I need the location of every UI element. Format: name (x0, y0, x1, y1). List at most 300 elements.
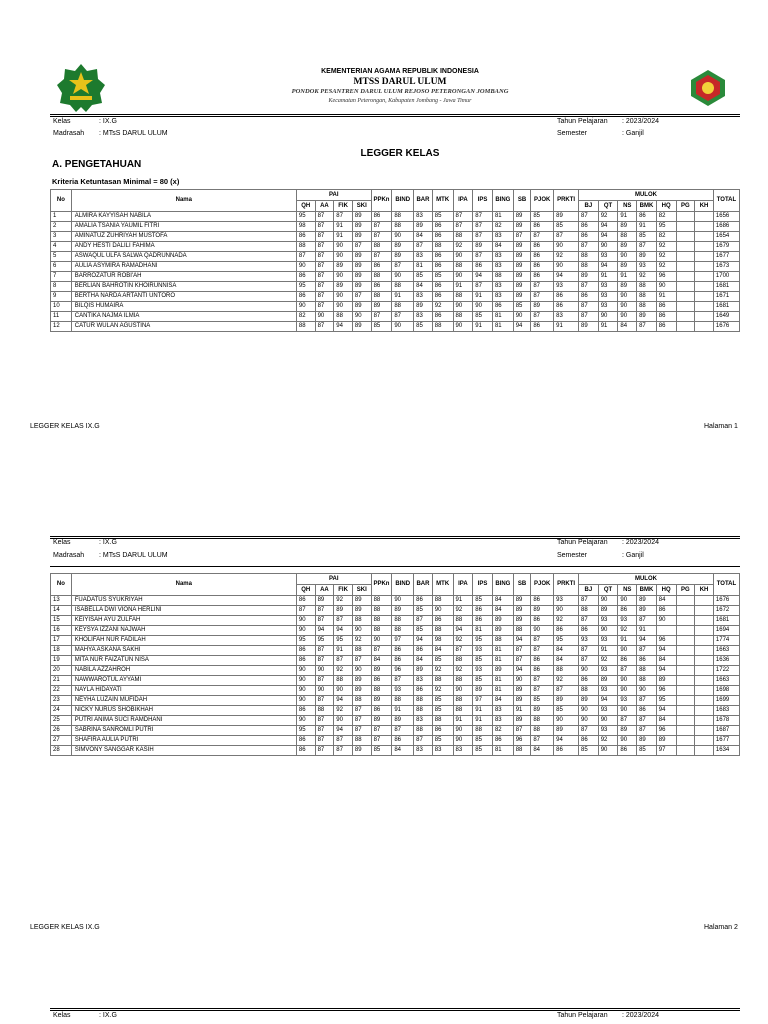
col-header-mulok: MULOK (579, 574, 714, 585)
score-cell: 88 (453, 696, 473, 706)
score-cell: 89 (618, 242, 637, 252)
score-cell: 86 (579, 222, 599, 232)
score-cell: 85 (531, 696, 554, 706)
score-cell (676, 706, 695, 716)
col-header-qh: QH (296, 585, 315, 596)
tahun-label-p2: Tahun Pelajaran (557, 539, 608, 546)
row-number: 21 (51, 676, 72, 686)
score-cell: 88 (579, 606, 599, 616)
score-cell: 89 (392, 716, 414, 726)
row-number: 26 (51, 726, 72, 736)
score-cell (695, 322, 714, 332)
student-name: KEIYISAH AYU ZULFAH (71, 616, 296, 626)
score-cell: 86 (531, 272, 554, 282)
score-cell: 83 (414, 212, 433, 222)
score-cell: 89 (492, 666, 513, 676)
score-cell: 89 (352, 686, 371, 696)
score-cell: 89 (513, 696, 531, 706)
score-cell: 90 (598, 242, 618, 252)
score-cell: 87 (352, 726, 371, 736)
score-cell: 85 (432, 696, 453, 706)
col-header-qh: QH (296, 201, 315, 212)
score-cell: 85 (637, 746, 657, 756)
total-cell: 1681 (713, 302, 739, 312)
score-cell: 86 (656, 606, 676, 616)
score-cell (676, 322, 695, 332)
score-cell: 87 (315, 212, 334, 222)
score-cell: 88 (371, 596, 392, 606)
score-cell: 90 (618, 706, 637, 716)
score-cell: 90 (598, 312, 618, 322)
score-cell: 86 (473, 262, 493, 272)
madrasah-value: : MTsS DARUL ULUM (99, 130, 168, 137)
score-cell: 86 (579, 232, 599, 242)
score-cell: 84 (492, 242, 513, 252)
score-cell: 86 (432, 252, 453, 262)
total-cell: 1663 (713, 646, 739, 656)
score-cell: 90 (637, 686, 657, 696)
score-cell: 87 (371, 736, 392, 746)
score-cell: 90 (618, 302, 637, 312)
score-cell: 88 (637, 666, 657, 676)
score-cell: 88 (473, 726, 493, 736)
score-cell: 86 (296, 232, 315, 242)
score-cell: 83 (414, 746, 433, 756)
row-number: 27 (51, 736, 72, 746)
score-cell: 87 (453, 212, 473, 222)
score-cell: 81 (414, 262, 433, 272)
score-cell: 85 (371, 746, 392, 756)
score-cell: 90 (453, 686, 473, 696)
total-cell: 1672 (713, 606, 739, 616)
score-cell: 86 (637, 212, 657, 222)
score-cell: 85 (473, 656, 493, 666)
score-cell: 89 (531, 302, 554, 312)
row-number: 28 (51, 746, 72, 756)
score-cell: 88 (531, 726, 554, 736)
score-cell: 82 (492, 726, 513, 736)
score-cell: 95 (296, 282, 315, 292)
score-cell: 90 (453, 252, 473, 262)
score-cell: 84 (656, 656, 676, 666)
score-cell: 87 (531, 646, 554, 656)
footer-right-page1: Halaman 1 (704, 423, 738, 430)
score-cell: 88 (453, 676, 473, 686)
student-name: BERTHA NARDA ARTANTI UNTORO (71, 292, 296, 302)
score-cell: 94 (598, 222, 618, 232)
score-cell: 96 (656, 636, 676, 646)
student-name: ALMIRA KAYYISAH NABILA (71, 212, 296, 222)
score-cell (676, 222, 695, 232)
col-header-bmk: BMK (637, 201, 657, 212)
score-cell: 89 (531, 606, 554, 616)
student-name: SHAFIRA AULIA PUTRI (71, 736, 296, 746)
score-cell: 95 (315, 636, 334, 646)
student-name: BARROZATUR ROBI'AH (71, 272, 296, 282)
score-cell: 96 (513, 736, 531, 746)
score-cell: 93 (579, 636, 599, 646)
score-cell: 89 (513, 616, 531, 626)
section-heading: A. PENGETAHUAN (52, 159, 142, 170)
score-cell: 87 (296, 252, 315, 262)
score-cell: 97 (473, 696, 493, 706)
score-cell: 91 (453, 596, 473, 606)
kelas-label: Kelas (53, 118, 71, 125)
score-cell: 91 (656, 292, 676, 302)
score-cell: 89 (371, 302, 392, 312)
score-cell: 89 (513, 292, 531, 302)
score-cell: 88 (392, 302, 414, 312)
score-cell: 94 (334, 322, 353, 332)
score-cell: 87 (473, 232, 493, 242)
score-cell: 91 (392, 292, 414, 302)
score-cell: 90 (296, 686, 315, 696)
score-cell: 95 (296, 212, 315, 222)
col-header-pjok: PJOK (531, 190, 554, 212)
score-cell: 87 (371, 312, 392, 322)
score-cell (676, 736, 695, 746)
score-cell: 83 (414, 292, 433, 302)
score-cell: 84 (656, 596, 676, 606)
score-cell: 90 (371, 636, 392, 646)
score-cell: 87 (315, 726, 334, 736)
score-cell: 88 (453, 706, 473, 716)
score-cell: 81 (492, 676, 513, 686)
score-cell: 92 (453, 636, 473, 646)
score-cell: 90 (334, 242, 353, 252)
score-cell (695, 606, 714, 616)
table-row (51, 252, 740, 262)
score-cell (676, 676, 695, 686)
score-cell: 82 (656, 212, 676, 222)
score-cell (695, 736, 714, 746)
col-header-qt: QT (598, 201, 618, 212)
header-address: Kecamatan Peterongan, Kabupaten Jombang - Jawa Timur (328, 98, 472, 104)
score-cell: 90 (453, 302, 473, 312)
score-cell: 86 (656, 312, 676, 322)
score-cell: 93 (637, 262, 657, 272)
score-cell: 90 (352, 666, 371, 676)
score-cell (676, 212, 695, 222)
score-cell: 87 (579, 726, 599, 736)
score-cell: 86 (531, 596, 554, 606)
score-cell (695, 626, 714, 636)
score-cell: 90 (334, 302, 353, 312)
col-header-sb: SB (513, 574, 531, 596)
score-cell: 92 (554, 676, 579, 686)
row-number: 15 (51, 616, 72, 626)
score-cell: 92 (334, 666, 353, 676)
score-cell: 89 (513, 686, 531, 696)
score-cell: 94 (656, 706, 676, 716)
score-cell: 89 (656, 676, 676, 686)
score-cell: 85 (554, 222, 579, 232)
score-cell: 88 (392, 696, 414, 706)
score-cell (695, 706, 714, 716)
score-cell: 89 (637, 596, 657, 606)
score-cell: 84 (492, 606, 513, 616)
kelas-label-p2: Kelas (53, 539, 71, 546)
row-number: 17 (51, 636, 72, 646)
score-cell: 86 (554, 746, 579, 756)
score-cell: 90 (296, 626, 315, 636)
score-cell: 86 (492, 736, 513, 746)
score-cell: 90 (453, 726, 473, 736)
score-cell: 93 (598, 666, 618, 676)
score-cell: 92 (554, 252, 579, 262)
score-cell: 94 (554, 736, 579, 746)
score-cell: 87 (315, 292, 334, 302)
score-cell: 89 (513, 222, 531, 232)
score-cell: 81 (492, 212, 513, 222)
col-header-nama: Nama (71, 574, 296, 596)
table-row (51, 222, 740, 232)
score-cell (695, 616, 714, 626)
score-cell: 94 (513, 636, 531, 646)
score-cell: 91 (334, 222, 353, 232)
kelas-value: : IX.G (99, 118, 117, 125)
row-number: 1 (51, 212, 72, 222)
score-cell: 86 (579, 736, 599, 746)
col-header-mtk: MTK (432, 190, 453, 212)
student-name: KHOLIFAH NUR FADILAH (71, 636, 296, 646)
score-cell: 93 (598, 726, 618, 736)
table-row (51, 242, 740, 252)
row-number: 10 (51, 302, 72, 312)
score-cell: 85 (432, 706, 453, 716)
table-row (51, 262, 740, 272)
score-cell: 87 (531, 282, 554, 292)
score-cell: 89 (656, 736, 676, 746)
score-cell: 88 (352, 616, 371, 626)
score-cell (676, 312, 695, 322)
col-header-bar: BAR (414, 574, 433, 596)
legger-table-page2 (50, 573, 740, 756)
student-name: AMINATUZ ZUHRIYAH MUSTOFA (71, 232, 296, 242)
score-cell: 83 (453, 746, 473, 756)
score-cell: 87 (315, 272, 334, 282)
score-cell: 87 (453, 646, 473, 656)
score-cell: 84 (392, 746, 414, 756)
score-cell: 90 (554, 242, 579, 252)
score-cell: 91 (453, 716, 473, 726)
table-row (51, 616, 740, 626)
score-cell: 84 (414, 282, 433, 292)
score-cell: 83 (492, 262, 513, 272)
score-cell: 87 (531, 312, 554, 322)
row-number: 14 (51, 606, 72, 616)
score-cell: 95 (473, 636, 493, 646)
score-cell: 88 (371, 616, 392, 626)
score-cell: 83 (492, 292, 513, 302)
score-cell: 89 (637, 736, 657, 746)
score-cell: 87 (618, 666, 637, 676)
score-cell: 90 (334, 272, 353, 282)
score-cell: 91 (637, 626, 657, 636)
score-cell: 92 (334, 596, 353, 606)
score-cell: 85 (432, 212, 453, 222)
score-cell: 88 (371, 292, 392, 302)
score-cell: 87 (473, 282, 493, 292)
total-cell: 1687 (713, 726, 739, 736)
score-cell: 90 (315, 312, 334, 322)
score-cell: 89 (598, 676, 618, 686)
score-cell: 86 (637, 656, 657, 666)
score-cell: 88 (637, 676, 657, 686)
score-cell: 87 (473, 212, 493, 222)
kelas-label-p3: Kelas (53, 1012, 71, 1019)
score-cell (656, 626, 676, 636)
score-cell: 87 (352, 656, 371, 666)
table-row (51, 606, 740, 616)
col-header-prkti: PRKTI (554, 190, 579, 212)
row-number: 2 (51, 222, 72, 232)
score-cell (695, 686, 714, 696)
table-row (51, 596, 740, 606)
score-cell: 90 (453, 272, 473, 282)
score-cell: 92 (453, 666, 473, 676)
score-cell: 88 (414, 726, 433, 736)
col-header-bj: BJ (579, 201, 599, 212)
score-cell: 87 (618, 716, 637, 726)
tahun-value-p3: : 2023/2024 (622, 1012, 659, 1019)
score-cell (695, 636, 714, 646)
score-cell: 81 (492, 646, 513, 656)
score-cell: 86 (414, 596, 433, 606)
score-cell: 88 (414, 696, 433, 706)
madrasah-label-p2: Madrasah (53, 552, 85, 559)
score-cell: 83 (492, 232, 513, 242)
score-cell: 87 (554, 686, 579, 696)
score-cell: 94 (453, 626, 473, 636)
table-row (51, 626, 740, 636)
score-cell: 90 (334, 686, 353, 696)
score-cell: 86 (296, 596, 315, 606)
student-name: BERLIAN BAHROTIN KHOIRUNNISA (71, 282, 296, 292)
score-cell: 90 (392, 272, 414, 282)
score-cell: 90 (432, 606, 453, 616)
score-cell: 93 (554, 282, 579, 292)
header-pondok: PONDOK PESANTREN DARUL ULUM REJOSO PETERONGAN JOMBANG (291, 88, 509, 95)
table-row (51, 736, 740, 746)
student-name: NICKY NURUS SHOBIKHAH (71, 706, 296, 716)
score-cell: 88 (579, 262, 599, 272)
score-cell: 87 (334, 656, 353, 666)
score-cell: 89 (334, 282, 353, 292)
score-cell: 88 (637, 302, 657, 312)
score-cell: 94 (656, 646, 676, 656)
student-name: ISABELLA DWI VIONA HERLINI (71, 606, 296, 616)
score-cell: 90 (392, 232, 414, 242)
total-cell: 1722 (713, 666, 739, 676)
score-cell: 91 (618, 272, 637, 282)
score-cell: 87 (637, 716, 657, 726)
score-cell: 88 (432, 626, 453, 636)
score-cell: 88 (432, 676, 453, 686)
score-cell: 90 (618, 646, 637, 656)
score-cell (676, 606, 695, 616)
student-name: AMALIA TSANIA YAUMIL FITRI (71, 222, 296, 232)
score-cell: 89 (414, 666, 433, 676)
score-cell: 87 (315, 302, 334, 312)
score-cell: 90 (579, 716, 599, 726)
score-cell: 89 (531, 706, 554, 716)
score-cell: 92 (598, 656, 618, 666)
score-cell: 88 (371, 242, 392, 252)
score-cell: 92 (432, 686, 453, 696)
score-cell (695, 232, 714, 242)
score-cell: 90 (618, 676, 637, 686)
row-number: 12 (51, 322, 72, 332)
score-cell: 89 (637, 252, 657, 262)
score-cell: 85 (414, 626, 433, 636)
score-cell (676, 292, 695, 302)
score-cell: 90 (618, 252, 637, 262)
table-row (51, 312, 740, 322)
score-cell (676, 746, 695, 756)
score-cell: 92 (554, 616, 579, 626)
score-cell: 87 (579, 242, 599, 252)
score-cell: 85 (554, 706, 579, 716)
score-cell: 84 (554, 646, 579, 656)
score-cell: 90 (296, 696, 315, 706)
footer-left-page1: LEGGER KELAS IX.G (30, 423, 100, 430)
score-cell (676, 596, 695, 606)
col-header-fik: FIK (334, 201, 353, 212)
score-cell: 94 (513, 666, 531, 676)
score-cell: 89 (513, 606, 531, 616)
score-cell: 87 (315, 322, 334, 332)
col-header-ppkn: PPKn (371, 190, 392, 212)
score-cell: 87 (531, 736, 554, 746)
score-cell: 88 (531, 716, 554, 726)
score-cell (676, 242, 695, 252)
score-cell: 89 (637, 312, 657, 322)
score-cell: 86 (296, 292, 315, 302)
score-cell: 96 (656, 272, 676, 282)
score-cell: 87 (392, 676, 414, 686)
header-ministry: KEMENTERIAN AGAMA REPUBLIK INDONESIA (321, 68, 479, 75)
score-cell: 87 (334, 736, 353, 746)
semester-value-p2: : Ganjil (622, 552, 644, 559)
score-cell: 88 (371, 626, 392, 636)
score-cell (695, 746, 714, 756)
col-header-bind: BIND (392, 574, 414, 596)
score-cell: 95 (296, 726, 315, 736)
score-cell: 90 (598, 596, 618, 606)
score-cell (676, 262, 695, 272)
score-cell: 90 (296, 716, 315, 726)
score-cell (695, 252, 714, 262)
col-header-kh: KH (695, 201, 714, 212)
score-cell: 88 (432, 596, 453, 606)
score-cell: 88 (352, 646, 371, 656)
score-cell: 86 (371, 212, 392, 222)
student-name: SABRINA SANROMLI PUTRI (71, 726, 296, 736)
total-cell: 1681 (713, 616, 739, 626)
score-cell: 90 (392, 322, 414, 332)
score-cell: 86 (579, 626, 599, 636)
col-header-pai: PAI (296, 574, 371, 585)
score-cell: 86 (392, 736, 414, 746)
score-cell: 88 (513, 626, 531, 636)
total-cell: 1686 (713, 222, 739, 232)
score-cell: 92 (656, 262, 676, 272)
score-cell: 91 (513, 706, 531, 716)
score-cell: 81 (492, 746, 513, 756)
table-row (51, 656, 740, 666)
score-cell: 91 (392, 706, 414, 716)
